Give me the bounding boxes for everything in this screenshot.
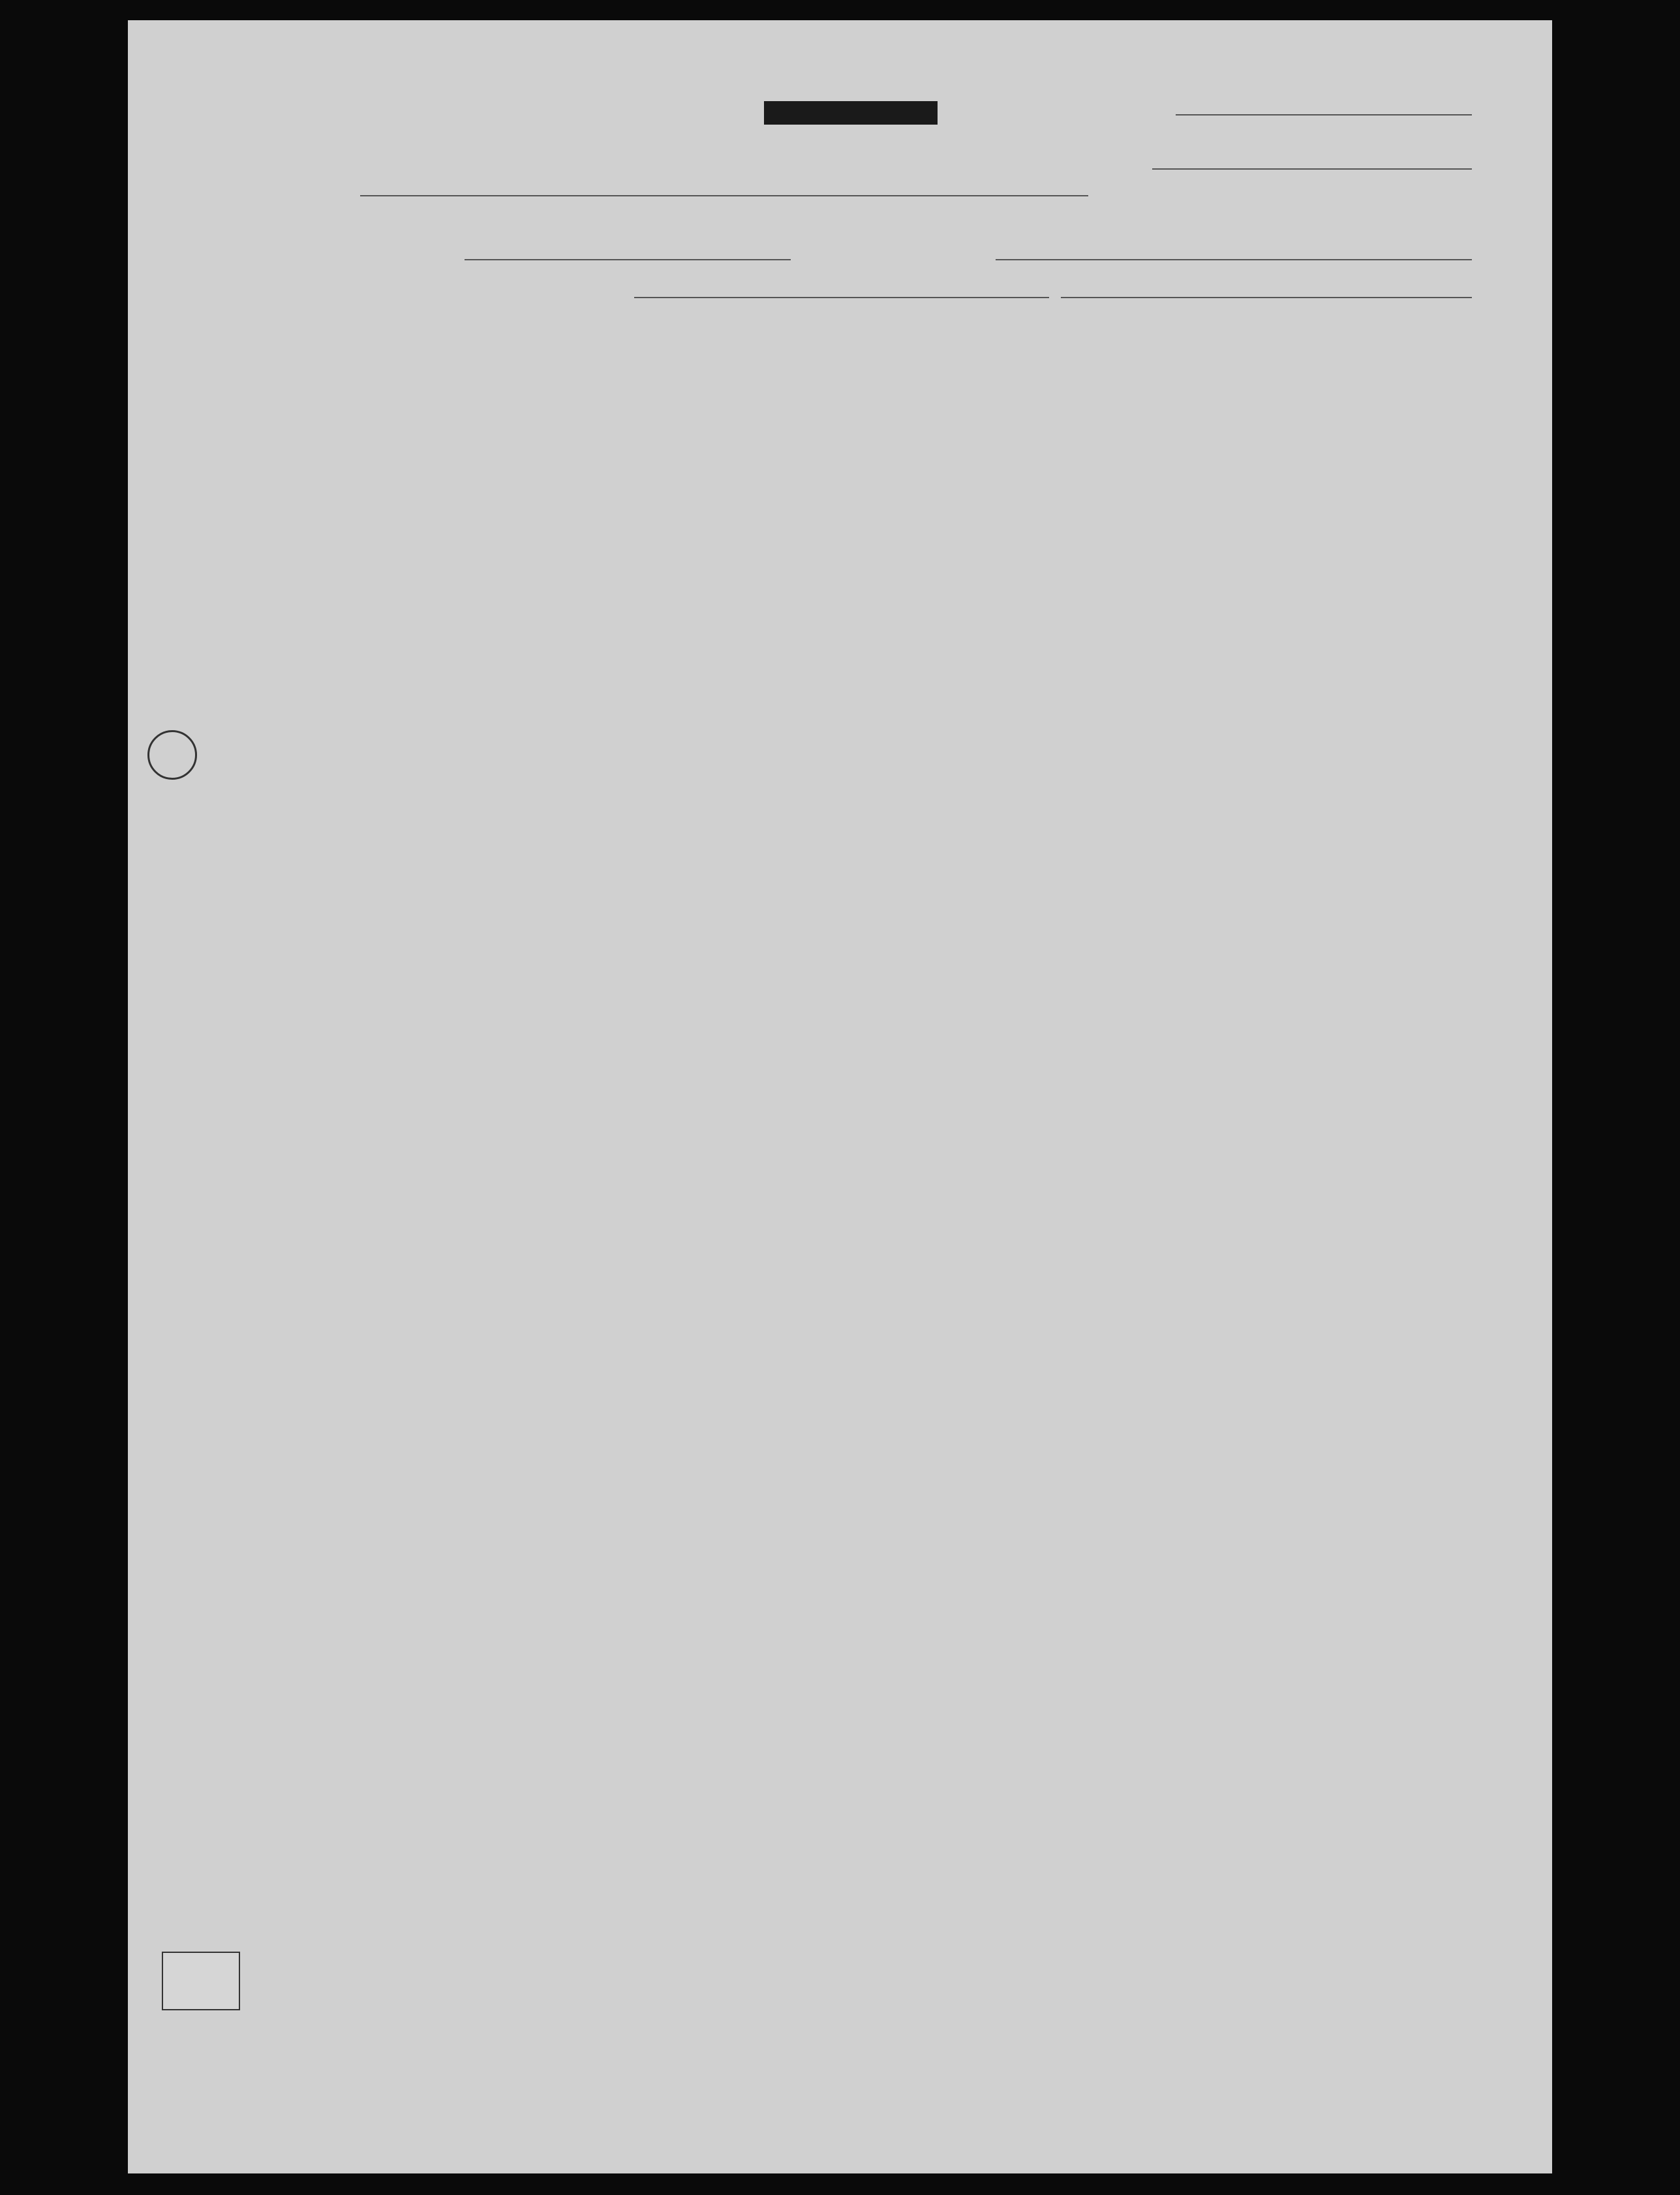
crew-list-sheet <box>128 20 1552 2173</box>
table-grid <box>128 20 1552 2173</box>
row-556-circle <box>147 730 197 780</box>
total-box <box>162 1952 240 2010</box>
